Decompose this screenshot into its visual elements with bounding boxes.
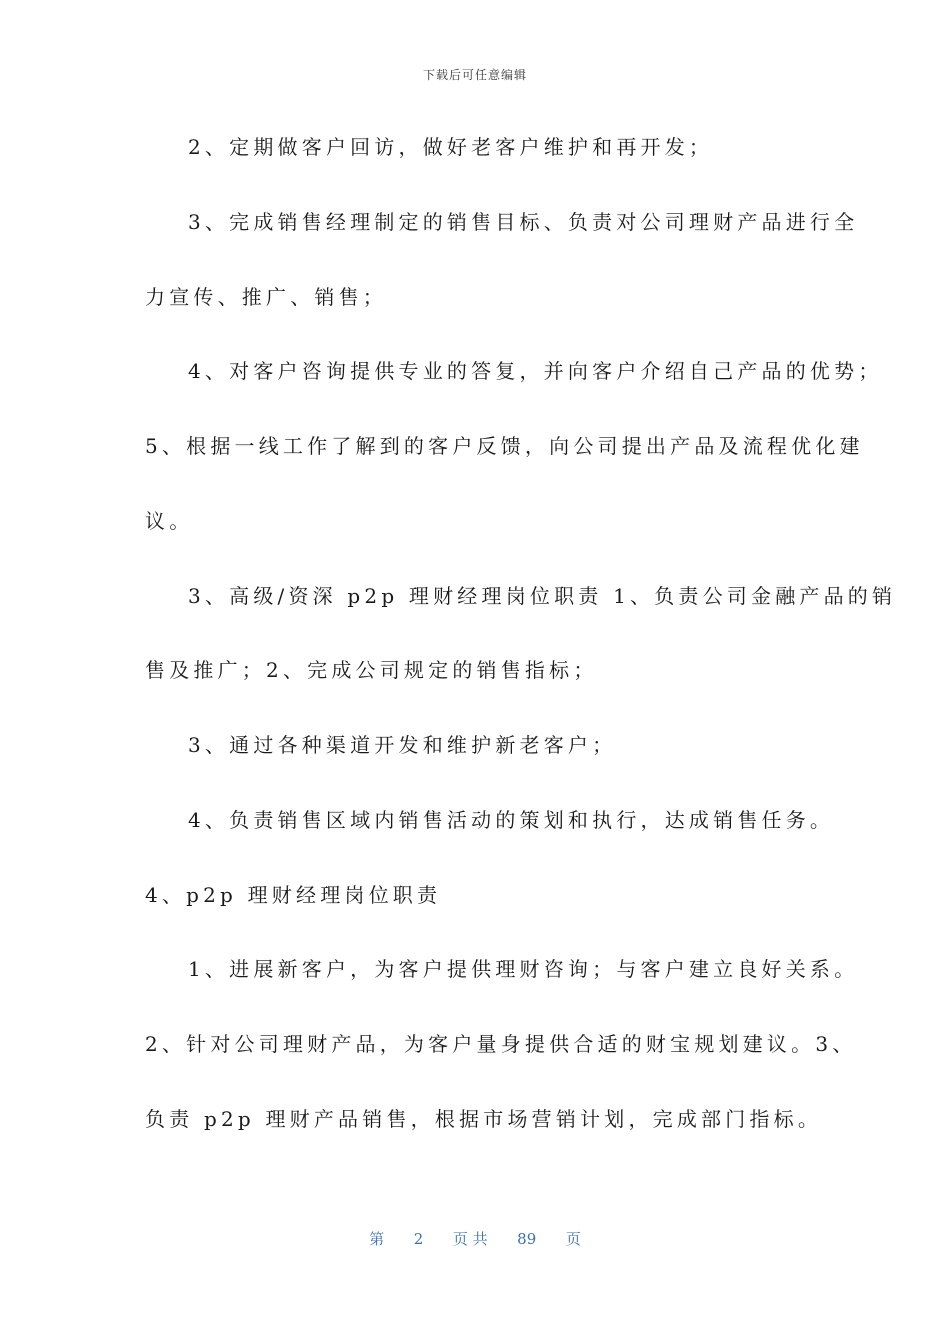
- text-line-11: 4、p2p 理财经理岗位职责: [145, 883, 442, 907]
- footer-suffix: 页: [565, 1230, 581, 1248]
- text-line-8: 售及推广；2、完成公司规定的销售指标；: [145, 658, 598, 682]
- text-line-10: 4、负责销售区域内销售活动的策划和执行，达成销售任务。: [188, 808, 835, 832]
- footer-page-number: 2: [413, 1230, 424, 1248]
- text-line-6: 议。: [145, 509, 194, 533]
- header-note: 下载后可任意编辑: [422, 68, 527, 82]
- text-line-3: 力宣传、推广、销售；: [145, 285, 387, 309]
- text-line-5: 5、根据一线工作了解到的客户反馈，向公司提出产品及流程优化建: [145, 434, 864, 458]
- text-line-2: 3、完成销售经理制定的销售目标、负责对公司理财产品进行全: [188, 210, 859, 234]
- page-footer: [0, 1228, 950, 1249]
- text-line-4: 4、对客户咨询提供专业的答复，并向客户介绍自己产品的优势；: [188, 359, 883, 383]
- text-line-1: 2、定期做客户回访，做好老客户维护和再开发；: [188, 135, 714, 159]
- text-line-13: 2、针对公司理财产品，为客户量身提供合适的财宝规划建议。3、: [145, 1032, 857, 1056]
- text-line-7: 3、高级/资深 p2p 理财经理岗位职责 1、负责公司金融产品的销: [188, 584, 897, 608]
- text-line-9: 3、通过各种渠道开发和维护新老客户；: [188, 733, 617, 757]
- footer-mid: 页 共: [452, 1230, 488, 1248]
- text-line-14: 负责 p2p 理财产品销售，根据市场营销计划，完成部门指标。: [145, 1107, 823, 1131]
- footer-prefix: 第: [369, 1230, 385, 1248]
- footer-total-pages: 89: [517, 1230, 537, 1248]
- text-line-12: 1、进展新客户，为客户提供理财咨询；与客户建立良好关系。: [188, 957, 859, 981]
